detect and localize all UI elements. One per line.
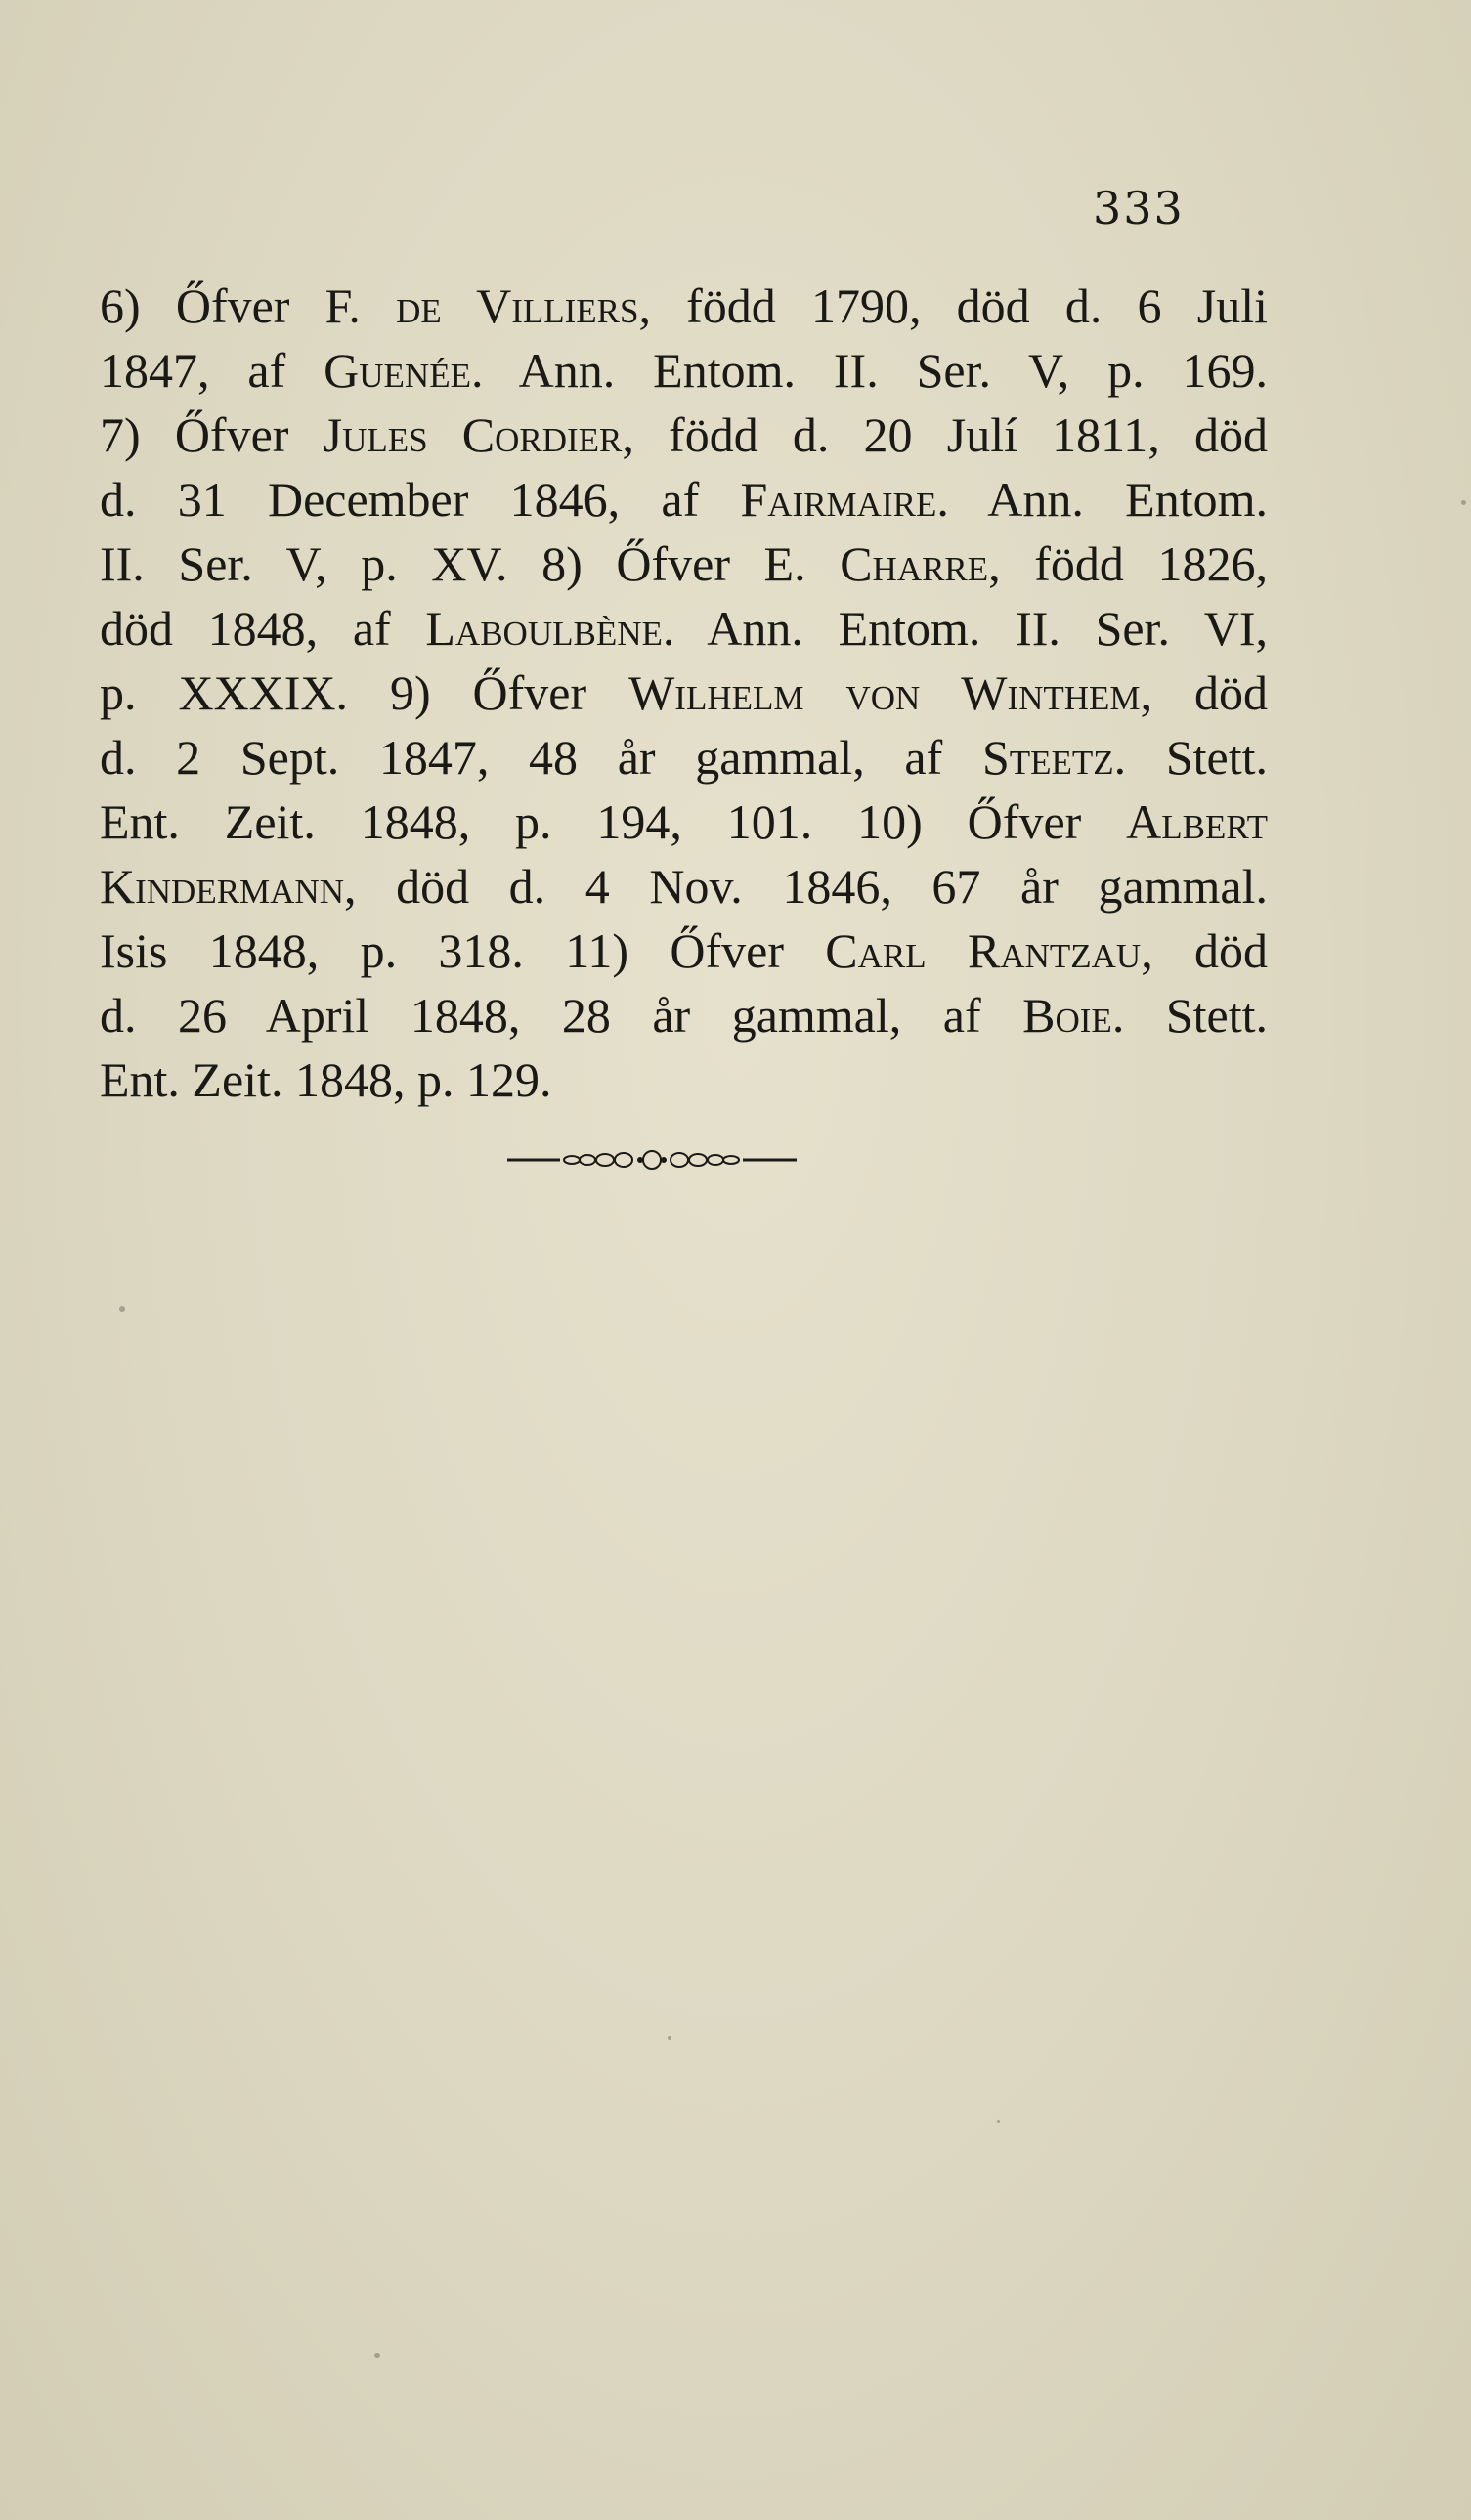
text-run: . Stett.: [1111, 988, 1268, 1043]
text-run: död 1848, af: [100, 601, 426, 656]
person-name: Carl Rantzau: [825, 923, 1142, 978]
text-run: . Ann. Entom.: [936, 472, 1268, 527]
person-name: Charre: [840, 536, 989, 591]
text-run: 1847, af: [100, 343, 324, 398]
text-line: [100, 854, 1268, 918]
obituary-text-block: [100, 274, 1268, 1112]
text-line: [100, 274, 1268, 338]
text-run: 6) Őfver F.: [100, 278, 397, 333]
person-name: Kindermann: [100, 859, 344, 914]
person-name: Wilhelm von Winthem: [628, 665, 1141, 720]
text-run: . Ann. Entom. II. Ser. VI,: [662, 601, 1268, 656]
text-line: [100, 725, 1268, 790]
text-line: [100, 1047, 1268, 1112]
text-run: Isis 1848, p. 318. 11) Őfver: [100, 923, 826, 978]
text-run: , född 1826,: [988, 536, 1268, 591]
text-line: [100, 661, 1268, 725]
page-number: 333: [1093, 182, 1185, 235]
person-name: Albert: [1126, 794, 1268, 849]
text-run: d. 26 April 1848, 28 år gammal, af: [100, 988, 1023, 1043]
text-run: . Stett.: [1113, 730, 1268, 785]
text-line: [100, 532, 1268, 596]
text-run: d. 2 Sept. 1847, 48 år gammal, af: [100, 730, 982, 785]
text-run: , död d. 4 Nov. 1846, 67 år gammal.: [344, 859, 1268, 914]
text-line: [100, 918, 1268, 983]
text-run: Ent. Zeit. 1848, p. 194, 101. 10) Őfver: [100, 794, 1127, 849]
text-line: [100, 983, 1268, 1047]
text-run: II. Ser. V, p. XV. 8) Őfver E.: [100, 536, 841, 591]
text-run: p. XXXIX. 9) Őfver: [100, 665, 629, 720]
person-name: Boie: [1022, 988, 1112, 1043]
person-name: Steetz: [981, 730, 1114, 785]
text-line: [100, 596, 1268, 661]
text-run: , född 1790, död d. 6 Juli: [638, 278, 1268, 333]
text-run: d. 31 December 1846, af: [100, 472, 741, 527]
person-name: de Villiers: [396, 278, 639, 333]
person-name: Fairmaire: [740, 472, 937, 527]
text-run: , död: [1141, 923, 1269, 978]
decorative-rule-ornament-icon: [503, 1148, 806, 1172]
text-run: , född d. 20 Julí 1811, död: [622, 407, 1268, 462]
text-run: Ent. Zeit. 1848, p. 129.: [100, 1052, 552, 1107]
text-run: . Ann. Entom. II. Ser. V, p. 169.: [470, 343, 1268, 398]
text-line: [100, 790, 1268, 854]
text-line: [100, 403, 1268, 467]
text-line: [100, 338, 1268, 403]
text-run: , död: [1140, 665, 1268, 720]
person-name: Laboulbène: [425, 601, 663, 656]
person-name: Jules Cordier: [323, 407, 623, 462]
text-run: 7) Őfver: [100, 407, 324, 462]
person-name: Guenée: [324, 343, 471, 398]
text-line: [100, 467, 1268, 532]
